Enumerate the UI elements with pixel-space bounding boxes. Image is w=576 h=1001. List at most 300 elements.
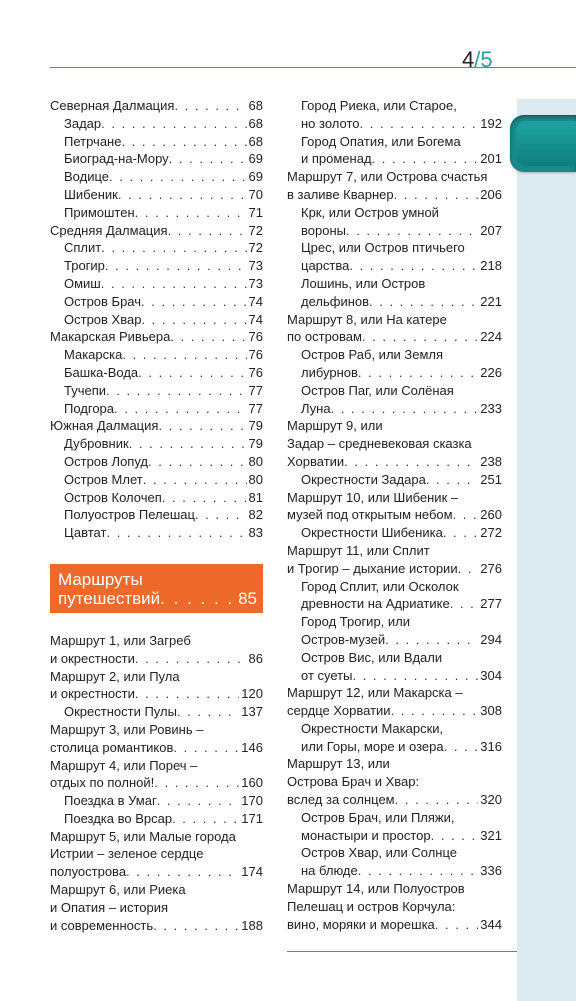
section-heading-line2: путешествий xyxy=(58,588,161,608)
toc-entry-leader xyxy=(138,364,246,382)
toc-entry[interactable] xyxy=(50,863,263,881)
toc-entry xyxy=(287,168,502,186)
toc-entry-page: 233 xyxy=(480,400,502,416)
toc-entry-leader xyxy=(106,382,247,400)
toc-entry-title: Северная Далмация xyxy=(50,98,175,113)
toc-entry-page: 137 xyxy=(241,704,263,720)
toc-entry xyxy=(50,632,263,650)
toc-entry-page: 160 xyxy=(241,775,263,791)
toc-list-regions xyxy=(50,97,263,542)
toc-entry xyxy=(287,97,502,115)
toc-entry-page: 82 xyxy=(248,507,263,523)
toc-entry[interactable] xyxy=(50,257,263,275)
toc-entry xyxy=(287,880,502,898)
toc-entry-title: Башка-Вода xyxy=(64,364,139,380)
toc-entry-page: 170 xyxy=(241,793,263,809)
toc-entry-page: 71 xyxy=(248,204,263,220)
header-rule xyxy=(50,67,576,68)
toc-entry-page: 272 xyxy=(480,525,502,541)
toc-entry[interactable] xyxy=(50,275,263,293)
toc-entry-title: Остров Раб, или Земля xyxy=(301,347,444,363)
toc-entry-leader xyxy=(391,702,479,720)
toc-entry-title: Трогир xyxy=(64,258,105,274)
toc-entry[interactable] xyxy=(50,97,263,115)
toc-entry-leader xyxy=(172,810,239,828)
toc-entry-title: Маршрут 11, или Сплит xyxy=(287,542,430,558)
toc-left-column xyxy=(50,97,263,934)
toc-entry-page: 69 xyxy=(248,169,263,185)
toc-entry-title: дельфинов xyxy=(301,293,370,309)
toc-entry-page: 226 xyxy=(480,364,502,380)
toc-entry-title: Окрестности Макарски, xyxy=(301,720,444,736)
toc-entry-title: музей под открытым небом xyxy=(287,507,453,523)
toc-entry-leader xyxy=(444,738,479,756)
toc-entry xyxy=(287,435,502,453)
toc-entry-title: и Опатия – история xyxy=(50,899,169,915)
toc-entry-title: Остров Брач xyxy=(64,293,142,309)
toc-entry-leader xyxy=(431,827,479,845)
toc-entry-leader xyxy=(352,667,478,685)
toc-entry-title: Южная Далмация xyxy=(50,418,159,434)
toc-entry xyxy=(287,275,502,293)
page-separator: / xyxy=(474,47,481,72)
toc-entry-leader xyxy=(168,222,247,240)
toc-entry-leader xyxy=(358,364,478,382)
toc-entry-title: Дубровник xyxy=(64,436,129,452)
toc-entry[interactable] xyxy=(287,453,502,471)
side-panel xyxy=(517,99,576,1001)
toc-entry-title: царства xyxy=(301,258,350,274)
toc-entry[interactable] xyxy=(50,311,263,329)
toc-entry xyxy=(287,578,502,596)
toc-entry-leader xyxy=(362,328,478,346)
toc-entry xyxy=(287,649,502,667)
toc-entry-leader xyxy=(169,150,247,168)
toc-entry[interactable] xyxy=(287,400,502,418)
toc-list-routes xyxy=(50,632,263,935)
toc-entry-leader xyxy=(453,506,479,524)
toc-entry-title: Остров Лопуд xyxy=(64,453,148,469)
toc-entry-page: 77 xyxy=(248,400,263,416)
toc-entry[interactable] xyxy=(287,293,502,311)
toc-entry-title: Маршрут 6, или Риека xyxy=(50,882,186,898)
toc-entry-title: и окрестности xyxy=(50,650,135,666)
toc-entry[interactable] xyxy=(50,186,263,204)
toc-entry[interactable] xyxy=(287,916,502,934)
toc-entry[interactable] xyxy=(287,506,502,524)
toc-entry-leader xyxy=(135,685,239,703)
toc-entry-page: 320 xyxy=(480,792,502,808)
toc-entry[interactable] xyxy=(50,810,263,828)
toc-entry-page: 308 xyxy=(480,703,502,719)
toc-entry-title: Остров Хвар, или Солнце xyxy=(301,845,458,861)
toc-entry-title: Подгора xyxy=(64,400,115,416)
toc-entry-title: вороны xyxy=(301,222,346,238)
toc-entry[interactable] xyxy=(50,346,263,364)
footer-rule xyxy=(287,951,517,952)
toc-entry-page: 73 xyxy=(248,258,263,274)
toc-entry-title: Омиш xyxy=(64,275,101,291)
toc-entry-leader xyxy=(394,186,479,204)
toc-entry-title: монастыри и простор xyxy=(301,827,431,843)
chapter-tab[interactable] xyxy=(510,115,576,172)
toc-entry-page: 192 xyxy=(480,115,502,131)
toc-entry-leader xyxy=(141,293,247,311)
toc-entry-page: 276 xyxy=(480,560,502,576)
toc-entry-page: 171 xyxy=(241,810,263,826)
toc-entry-leader xyxy=(118,186,247,204)
toc-entry[interactable] xyxy=(50,650,263,668)
toc-entry-leader xyxy=(157,792,240,810)
toc-entry-leader xyxy=(369,293,478,311)
toc-entry-page: 146 xyxy=(241,739,263,755)
toc-entry-title: сердце Хорватии xyxy=(287,703,391,719)
toc-entry-title: и променад xyxy=(301,151,372,167)
toc-entry[interactable] xyxy=(50,168,263,186)
toc-entry-leader xyxy=(170,328,246,346)
toc-entry-title: Пелешац и остров Корчула: xyxy=(287,898,456,914)
toc-entry-leader xyxy=(358,862,479,880)
toc-entry-title: на блюде xyxy=(301,863,358,879)
toc-entry-title: Маршрут 12, или Макарска – xyxy=(287,685,463,701)
toc-entry[interactable] xyxy=(287,328,502,346)
toc-entry-title: Макарска xyxy=(64,347,123,363)
toc-entry[interactable] xyxy=(50,489,263,507)
toc-entry[interactable] xyxy=(287,702,502,720)
toc-entry[interactable] xyxy=(50,222,263,240)
toc-entry[interactable] xyxy=(50,150,263,168)
toc-entry-title: Остров Паг, или Солёная xyxy=(301,382,454,398)
toc-entry xyxy=(50,845,263,863)
toc-entry-title: Маршрут 4, или Пореч – xyxy=(50,757,198,773)
toc-entry-title: и Трогир – дыхание истории xyxy=(287,560,458,576)
toc-entry[interactable] xyxy=(50,703,263,721)
toc-entry xyxy=(287,684,502,702)
toc-entry-leader xyxy=(126,863,239,881)
toc-entry[interactable] xyxy=(50,774,263,792)
toc-entry-leader xyxy=(177,703,239,721)
toc-entry xyxy=(287,542,502,560)
toc-entry xyxy=(50,899,263,917)
toc-entry[interactable] xyxy=(50,239,263,257)
toc-entry-leader xyxy=(195,506,247,524)
toc-entry-leader xyxy=(121,133,246,151)
toc-entry-leader xyxy=(385,631,478,649)
toc-entry xyxy=(50,828,263,846)
toc-entry xyxy=(50,757,263,775)
toc-entry-page: 74 xyxy=(248,293,263,309)
page-number xyxy=(462,47,493,73)
section-heading-page: 85 xyxy=(238,588,257,608)
toc-entry-page: 120 xyxy=(241,686,263,702)
toc-entry-title: и современность xyxy=(50,917,154,933)
toc-entry-page: 201 xyxy=(480,151,502,167)
toc-entry-title: Маршрут 5, или Малые города xyxy=(50,828,236,844)
toc-right-column xyxy=(287,97,502,933)
toc-entry-leader xyxy=(109,168,247,186)
section-heading-leader xyxy=(160,589,238,608)
toc-entry-page: 76 xyxy=(248,364,263,380)
toc-entry[interactable] xyxy=(50,453,263,471)
toc-entry-leader xyxy=(143,471,247,489)
toc-entry xyxy=(287,417,502,435)
toc-entry[interactable] xyxy=(287,631,502,649)
toc-entry-title: Задар – средневековая сказка xyxy=(287,436,472,452)
toc-entry-page: 218 xyxy=(480,258,502,274)
toc-entry[interactable] xyxy=(50,792,263,810)
toc-entry-leader xyxy=(129,435,247,453)
toc-entry-title: вино, моряки и морешка xyxy=(287,916,435,932)
toc-entry xyxy=(287,133,502,151)
toc-entry[interactable] xyxy=(287,667,502,685)
toc-entry-title: Петрчане xyxy=(64,133,122,149)
toc-entry-leader xyxy=(141,311,246,329)
toc-entry-title: Лошинь, или Остров xyxy=(301,275,426,291)
toc-entry-title: в заливе Кварнер xyxy=(287,186,394,202)
toc-entry xyxy=(287,844,502,862)
toc-entry-leader xyxy=(101,239,246,257)
toc-entry-page: 86 xyxy=(248,650,263,666)
toc-entry-title: Сплит xyxy=(64,240,102,256)
toc-entry[interactable] xyxy=(50,364,263,382)
toc-entry-title: Маршрут 10, или Шибеник – xyxy=(287,489,459,505)
toc-entry-page: 76 xyxy=(248,329,263,345)
toc-entry-page: 344 xyxy=(480,916,502,932)
toc-entry-page: 79 xyxy=(248,436,263,452)
toc-entry-page: 70 xyxy=(248,186,263,202)
toc-entry[interactable] xyxy=(50,685,263,703)
toc-entry-title: Маршрут 2, или Пула xyxy=(50,668,180,684)
toc-entry-page: 81 xyxy=(248,489,263,505)
toc-entry-title: Шибеник xyxy=(64,186,118,202)
toc-entry xyxy=(287,773,502,791)
toc-entry-leader xyxy=(331,400,479,418)
toc-entry-title: от суеты xyxy=(301,667,353,683)
toc-entry xyxy=(287,311,502,329)
toc-entry[interactable] xyxy=(287,186,502,204)
toc-entry-title: Остров-музей xyxy=(301,631,386,647)
toc-entry-leader xyxy=(458,560,479,578)
toc-entry[interactable] xyxy=(287,222,502,240)
toc-entry-page: 69 xyxy=(248,151,263,167)
toc-entry[interactable] xyxy=(50,115,263,133)
toc-entry[interactable] xyxy=(287,471,502,489)
toc-entry[interactable] xyxy=(287,524,502,542)
toc-entry-title: Тучепи xyxy=(64,382,107,398)
toc-entry-title: Биоград-на-Мору xyxy=(64,151,169,167)
toc-entry-leader xyxy=(372,150,479,168)
toc-entry-page: 68 xyxy=(248,115,263,131)
toc-entry xyxy=(287,489,502,507)
toc-entry-leader xyxy=(349,257,478,275)
toc-entry-page: 260 xyxy=(480,507,502,523)
toc-entry-page: 83 xyxy=(248,525,263,541)
section-heading-line1: Маршруты xyxy=(58,569,143,589)
toc-entry xyxy=(287,204,502,222)
toc-entry-page: 221 xyxy=(480,293,502,309)
toc-entry-leader xyxy=(162,489,247,507)
toc-entry[interactable] xyxy=(50,400,263,418)
toc-entry[interactable] xyxy=(50,917,263,935)
toc-entry-page: 79 xyxy=(248,418,263,434)
toc-entry-page: 74 xyxy=(248,311,263,327)
toc-entry-title: Поездка в Умаг xyxy=(64,793,157,809)
toc-entry-title: либурнов xyxy=(301,364,358,380)
section-heading[interactable] xyxy=(50,564,263,613)
toc-entry-leader xyxy=(101,115,246,133)
toc-entry[interactable] xyxy=(50,739,263,757)
page-total: 5 xyxy=(480,47,493,72)
toc-entry xyxy=(50,721,263,739)
toc-entry-page: 321 xyxy=(480,827,502,843)
toc-entry-page: 294 xyxy=(480,631,502,647)
toc-entry-leader xyxy=(153,917,239,935)
toc-entry-title: Примоштен xyxy=(64,204,135,220)
toc-entry-leader xyxy=(135,204,247,222)
toc-entry-title: Город Риека, или Старое, xyxy=(301,98,457,113)
toc-entry-title: Маршрут 14, или Полуостров xyxy=(287,881,465,897)
toc-entry[interactable] xyxy=(50,506,263,524)
toc-entry-title: Город Опатия, или Богема xyxy=(301,133,461,149)
toc-entry-title: Город Трогир, или xyxy=(301,614,411,630)
toc-entry-page: 207 xyxy=(480,222,502,238)
toc-entry-title: Поездка во Врсар xyxy=(64,810,173,826)
toc-entry xyxy=(50,881,263,899)
toc-entry-title: Окрестности Задара xyxy=(301,471,426,487)
toc-entry xyxy=(287,239,502,257)
toc-entry[interactable] xyxy=(50,204,263,222)
toc-entry-leader xyxy=(346,222,478,240)
toc-entry-leader xyxy=(395,791,479,809)
toc-entry-leader xyxy=(105,257,247,275)
toc-entry[interactable] xyxy=(50,328,263,346)
toc-entry-title: по островам xyxy=(287,329,362,345)
toc-entry xyxy=(287,346,502,364)
toc-entry[interactable] xyxy=(287,595,502,613)
toc-entry-page: 238 xyxy=(480,453,502,469)
toc-entry-title: вслед за солнцем xyxy=(287,792,395,808)
toc-entry-title: Крк, или Остров умной xyxy=(301,204,439,220)
toc-entry[interactable] xyxy=(287,560,502,578)
toc-entry xyxy=(287,898,502,916)
toc-entry-title: Макарская Ривьера xyxy=(50,329,171,345)
toc-entry[interactable] xyxy=(50,293,263,311)
toc-entry-title: или Горы, море и озера xyxy=(301,738,444,754)
toc-entry[interactable] xyxy=(287,862,502,880)
toc-entry-leader xyxy=(148,453,247,471)
toc-entry-title: Город Сплит, или Осколок xyxy=(301,578,459,594)
toc-entry-leader xyxy=(158,417,246,435)
toc-entry xyxy=(287,382,502,400)
toc-list-routes-continued xyxy=(287,97,502,933)
toc-entry[interactable] xyxy=(287,115,502,133)
toc-entry xyxy=(50,668,263,686)
toc-entry-page: 68 xyxy=(248,133,263,149)
toc-entry-title: Цавтат xyxy=(64,525,107,541)
page-current: 4 xyxy=(462,47,475,72)
toc-entry[interactable] xyxy=(287,791,502,809)
toc-entry-title: Маршрут 9, или xyxy=(287,418,383,434)
toc-entry-title: Остров Млет xyxy=(64,471,143,487)
toc-entry[interactable] xyxy=(287,738,502,756)
toc-entry-leader xyxy=(344,453,478,471)
toc-entry-title: отдых по полной! xyxy=(50,775,155,791)
toc-entry[interactable] xyxy=(287,364,502,382)
toc-entry-title: Луна xyxy=(301,400,331,416)
toc-entry xyxy=(287,809,502,827)
toc-entry-leader xyxy=(360,115,479,133)
toc-entry-title: Маршрут 3, или Ровинь – xyxy=(50,721,204,737)
toc-entry-title: Окрестности Пулы xyxy=(64,704,177,720)
toc-entry-page: 73 xyxy=(248,275,263,291)
toc-entry-title: полуострова xyxy=(50,864,127,880)
toc-entry-page: 72 xyxy=(248,222,263,238)
toc-entry-leader xyxy=(101,275,247,293)
toc-entry xyxy=(287,755,502,773)
toc-entry-leader xyxy=(443,524,478,542)
toc-entry-page: 304 xyxy=(480,667,502,683)
toc-entry-page: 80 xyxy=(248,453,263,469)
toc-entry-page: 188 xyxy=(241,917,263,933)
toc-entry-title: Острова Брач и Хвар: xyxy=(287,774,420,790)
toc-entry-page: 277 xyxy=(480,596,502,612)
toc-entry-page: 336 xyxy=(480,863,502,879)
toc-entry[interactable] xyxy=(287,150,502,168)
toc-entry[interactable] xyxy=(50,133,263,151)
toc-entry-title: Остров Хвар xyxy=(64,311,142,327)
toc-entry-leader xyxy=(154,774,239,792)
toc-entry-title: древности на Адриатике xyxy=(301,596,450,612)
toc-entry-page: 80 xyxy=(248,471,263,487)
toc-entry xyxy=(287,720,502,738)
toc-entry-title: Остров Колочеп xyxy=(64,489,162,505)
toc-entry-page: 68 xyxy=(248,98,263,113)
toc-entry-title: столица романтиков xyxy=(50,739,174,755)
toc-entry-leader xyxy=(173,739,239,757)
toc-entry-leader xyxy=(114,400,247,418)
toc-entry-leader xyxy=(135,650,247,668)
toc-entry-title: Хорватии xyxy=(287,453,345,469)
toc-entry-title: Водице xyxy=(64,169,109,185)
toc-entry-title: Задар xyxy=(64,115,102,131)
toc-entry-title: Полуостров Пелешац xyxy=(64,507,195,523)
toc-entry-title: Истрии – зеленое сердце xyxy=(50,846,204,862)
toc-entry-page: 224 xyxy=(480,329,502,345)
toc-entry[interactable] xyxy=(50,417,263,435)
toc-entry-title: Средняя Далмация xyxy=(50,222,168,238)
toc-entry-page: 316 xyxy=(480,738,502,754)
toc-entry xyxy=(287,613,502,631)
toc-entry[interactable] xyxy=(287,257,502,275)
toc-entry-title: но золото xyxy=(301,115,360,131)
toc-entry-title: Маршрут 7, или Острова счастья xyxy=(287,169,488,185)
toc-entry-leader xyxy=(174,97,246,115)
toc-entry[interactable] xyxy=(50,382,263,400)
toc-entry-leader xyxy=(450,595,479,613)
toc-entry-title: Остров Брач, или Пляжи, xyxy=(301,809,455,825)
toc-entry[interactable] xyxy=(50,435,263,453)
toc-entry-page: 251 xyxy=(480,471,502,487)
toc-entry-title: Остров Вис, или Вдали xyxy=(301,649,443,665)
toc-entry-page: 77 xyxy=(248,382,263,398)
toc-entry[interactable] xyxy=(50,471,263,489)
toc-entry-title: Црес, или Остров птичьего xyxy=(301,240,465,256)
toc-entry[interactable] xyxy=(287,827,502,845)
toc-entry-leader xyxy=(122,346,246,364)
toc-entry-page: 206 xyxy=(480,186,502,202)
toc-entry-title: Маршрут 8, или На катере xyxy=(287,311,447,327)
toc-entry[interactable] xyxy=(50,524,263,542)
